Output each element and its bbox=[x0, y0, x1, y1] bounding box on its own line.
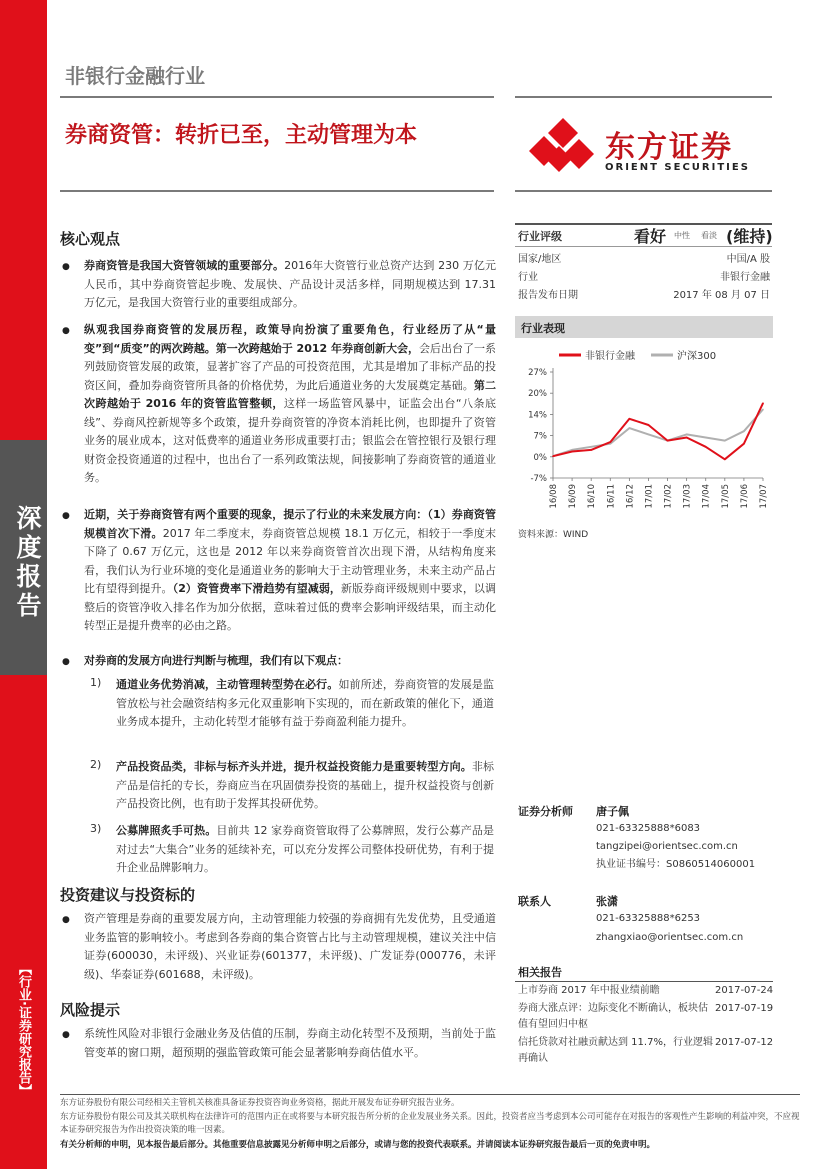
orient-logo-icon bbox=[528, 116, 598, 176]
footer-line-1: 东方证券股份有限公司经相关主管机关核准具备证券投资咨询业务资格，据此开展发布证券研究报告业务。 bbox=[60, 1098, 460, 1108]
deep-report-label: 深度报告 bbox=[13, 505, 42, 621]
item-2: 产品投资品类，非标与标齐头并进，提升权益投资能力是重要转型方向。非标产品是信托的专长，券商应当在巩固债券投资的基础上，提升权益投资与创新产品投资比例，也有助于发挥其投研优势。 bbox=[116, 760, 495, 810]
x-tick-label: 16/11 bbox=[606, 484, 617, 509]
rating-row-label: 报告发布日期 bbox=[518, 290, 578, 301]
footer-line-2: 东方证券股份有限公司及其关联机构在法律许可的范围内正在或将要与本研究报告所分析的企业发展业务关系。因此，投资者应当考虑到本公司可能存在对报告的客观性产生影响的利益冲突，不应视本证券研究报告为作出投资决策的唯一因素。 bbox=[60, 1112, 800, 1135]
header-rule bbox=[60, 96, 494, 98]
header-rule-right bbox=[515, 96, 772, 98]
item-1: 通道业务优势消减，主动管理转型势在必行。如前所述，券商资管的发展是监管放松与社会融资结构多元化双重影响下实现的，而在新政策的催化下，通道业务成本提升，主动化转型才能够有益于券商盈利能力提升。 bbox=[116, 678, 495, 728]
data-point bbox=[724, 458, 726, 460]
data-point bbox=[648, 424, 650, 426]
data-point bbox=[571, 451, 573, 453]
data-point bbox=[590, 449, 592, 451]
logo-cn: 东方证券 bbox=[605, 130, 733, 165]
related-item-date: 2017-07-12 bbox=[715, 1037, 774, 1048]
x-tick-label: 17/03 bbox=[682, 484, 693, 509]
analyst-phone: 021-63325888*6083 bbox=[596, 823, 701, 834]
perf-title: 行业表现 bbox=[521, 322, 565, 335]
data-point bbox=[762, 402, 764, 404]
x-tick-label: 17/02 bbox=[663, 484, 674, 509]
rating-row-value: 2017 年 08 月 07 日 bbox=[673, 290, 770, 301]
rating-row-label: 行业 bbox=[518, 272, 538, 283]
y-tick-label: -7% bbox=[530, 474, 547, 484]
legend-label: 沪深300 bbox=[677, 351, 717, 362]
bullet-icon: ● bbox=[62, 326, 70, 336]
x-tick-label: 16/10 bbox=[587, 484, 598, 509]
x-tick-label: 17/07 bbox=[759, 484, 769, 509]
data-point bbox=[705, 446, 707, 448]
title-rule bbox=[60, 190, 494, 192]
chart-source: 资料来源：WIND bbox=[518, 530, 589, 540]
core-paragraph-3: 近期，关于券商资管有两个重要的现象，提示了行业的未来发展方向：（1）券商资管规模首次下滑。2017 年二季度末，券商资管总规模 18.1 万亿元，相较于一季度末下降了 0.67 万亿元，这也是 2012 年以来券商资管首次出现下滑，从结构角度来看，我们认为行业环境的变化是通道业务的影响大于主动管理业务，未来主动产品占比有望得到提升。（2）资管费率下滑趋势有望减弱，新版券商评级规则中要求，以调整后的资管净收入排名作为加分依据，意味着过低的费率会影响评级结果，而主动化转型正是提升费率的必由之路。 bbox=[84, 508, 497, 632]
item-3: 公募牌照炙手可热。目前共 12 家券商资管取得了公募牌照，发行公募产品是对过去“大集合”业务的延续补充，可以充分发挥公司整体投研优势，有利于提升企业品牌影响力。 bbox=[116, 824, 494, 874]
core-paragraph-4: 对券商的发展方向进行判断与梳理，我们有以下观点： bbox=[84, 654, 348, 667]
related-item-date: 2017-07-24 bbox=[715, 985, 774, 996]
x-tick-label: 16/09 bbox=[568, 484, 579, 509]
rating-rule bbox=[515, 246, 772, 247]
item-number: 2) bbox=[90, 758, 102, 771]
title-rule-right bbox=[515, 190, 772, 192]
data-point bbox=[590, 446, 592, 448]
bullet-icon: ● bbox=[62, 262, 70, 272]
data-point bbox=[686, 437, 688, 439]
rating-option-neutral: 中性 bbox=[674, 231, 690, 240]
data-point bbox=[705, 437, 707, 439]
data-point bbox=[743, 443, 745, 445]
data-point bbox=[762, 409, 764, 411]
analyst-label: 证券分析师 bbox=[518, 805, 573, 818]
data-point bbox=[724, 440, 726, 442]
analyst-name: 唐子佩 bbox=[596, 805, 629, 818]
footer-line-3: 有关分析师的申明，见本报告最后部分。其他重要信息披露见分析师申明之后部分，或请与您的投资代表联系。并请阅读本证券研究报告最后一页的免责申明。 bbox=[60, 1140, 656, 1150]
invest-heading: 投资建议与投资标的 bbox=[60, 886, 196, 904]
y-tick-label: 7% bbox=[533, 431, 547, 442]
related-heading: 相关报告 bbox=[518, 966, 562, 979]
contact-label: 联系人 bbox=[518, 895, 551, 908]
data-point bbox=[629, 418, 631, 420]
bullet-icon: ● bbox=[62, 1030, 70, 1040]
series-line bbox=[553, 403, 763, 459]
core-paragraph-2: 纵观我国券商资管的发展历程，政策导向扮演了重要角色，行业经历了从“量变”到“质变”的两次跨越。第一次跨越始于 2012 年券商创新大会，会后出台了一系列鼓励资管发展的政策，显著扩容了产品的可投资范围，尤其是增加了非标产品的投资区间，叠加券商资管所具备的价格优势，为此后通道业务的大发展奠定基础。第二次跨越始于 2016 年的资管监管整顿，这样一场监管风暴中，证监会出台“八条底线”、券商风控新规等多个政策，提升券商资管的净资本消耗比例，也即提升了资管业务的展业成本，这对低费率的通道业务形成重要打击；银监会在管控银行及银行理财资金投资通道的过程中，也出台了一系列政策法规，间接影响了券商资管的通道业务。 bbox=[84, 323, 497, 484]
footer-rule bbox=[60, 1094, 800, 1095]
data-point bbox=[629, 427, 631, 429]
related-item-title[interactable]: 信托贷款对社融贡献达到 11.7%，行业逻辑再确认 bbox=[518, 1037, 713, 1064]
related-item-title[interactable]: 上市券商 2017 年中报业绩前瞻 bbox=[518, 985, 660, 996]
y-tick-label: 14% bbox=[528, 410, 547, 421]
x-tick-label: 17/04 bbox=[701, 484, 712, 509]
bullet-icon: ● bbox=[62, 657, 70, 667]
x-tick-label: 17/05 bbox=[720, 484, 731, 509]
bullet-icon: ● bbox=[62, 915, 70, 925]
x-tick-label: 16/12 bbox=[625, 484, 636, 509]
data-point bbox=[686, 434, 688, 436]
x-tick-label: 17/06 bbox=[739, 484, 750, 509]
report-title: 券商资管：转折已至，主动管理为本 bbox=[65, 123, 418, 148]
rating-row-value: 中国/A 股 bbox=[726, 254, 770, 265]
y-tick-label: 0% bbox=[533, 452, 547, 463]
rating-row-label: 国家/地区 bbox=[518, 254, 562, 265]
data-point bbox=[648, 434, 650, 436]
logo-en: ORIENT SECURITIES bbox=[605, 162, 750, 173]
item-number: 3) bbox=[90, 822, 102, 835]
x-tick-label: 16/08 bbox=[549, 484, 559, 509]
rating-row-value: 非银行金融 bbox=[720, 272, 770, 283]
data-point bbox=[609, 441, 611, 443]
x-tick-label: 17/01 bbox=[644, 484, 655, 509]
core-paragraph-1: 券商资管是我国大资管领域的重要部分。2016年大资管行业总资产达到 230 万亿元人民币，其中券商资管起步晚、发展快、产品设计灵活多样，同期规模达到 17.31 万亿元，是我国大资管行业的重要组成部分。 bbox=[84, 259, 496, 309]
performance-chart bbox=[515, 340, 773, 520]
analyst-email[interactable]: tangzipei@orientsec.com.cn bbox=[596, 841, 738, 852]
rating-option-negative: 看淡 bbox=[701, 231, 717, 240]
item-number: 1) bbox=[90, 676, 102, 689]
risk-paragraph: 系统性风险对非银行金融业务及估值的压制，券商主动化转型不及预期，当前处于监管变革的窗口期，超预期的强监管政策可能会显著影响券商估值水平。 bbox=[84, 1027, 496, 1059]
rating-main: 看好 bbox=[634, 227, 667, 246]
core-heading: 核心观点 bbox=[60, 230, 121, 248]
risk-heading: 风险提示 bbox=[60, 1001, 121, 1019]
legend-label: 非银行金融 bbox=[585, 351, 635, 362]
data-point bbox=[667, 440, 669, 442]
invest-paragraph: 资产管理是券商的重要发展方向，主动管理能力较强的券商拥有先发优势，且受通道业务监管的影响较小。考虑到各券商的集合资管占比与主动管理规模，建议关注中信证券(600030，未评级)、兴业证券(601377，未评级)、广发证券(000776，未评级)、华泰证券(601688，未评级)。 bbox=[84, 912, 496, 981]
report-category-label: 【行业·证券研究报告】 bbox=[16, 962, 31, 1097]
related-rule bbox=[515, 981, 773, 982]
data-point bbox=[743, 430, 745, 432]
analyst-cert: 执业证书编号：S0860514060001 bbox=[596, 859, 756, 870]
rating-status: (维持) bbox=[726, 227, 773, 246]
rating-label: 行业评级 bbox=[518, 230, 562, 243]
y-tick-label: 27% bbox=[528, 368, 547, 378]
related-item-date: 2017-07-19 bbox=[715, 1003, 774, 1014]
contact-name: 张潇 bbox=[596, 895, 618, 908]
related-item-title[interactable]: 券商大涨点评：边际变化不断确认，板块估值有望回归中枢 bbox=[518, 1003, 708, 1030]
contact-email[interactable]: zhangxiao@orientsec.com.cn bbox=[596, 932, 744, 943]
data-point bbox=[552, 455, 554, 457]
contact-phone: 021-63325888*6253 bbox=[596, 913, 701, 924]
bullet-icon: ● bbox=[62, 511, 70, 521]
y-tick-label: 20% bbox=[528, 389, 547, 400]
sector-name: 非银行金融行业 bbox=[65, 64, 205, 88]
